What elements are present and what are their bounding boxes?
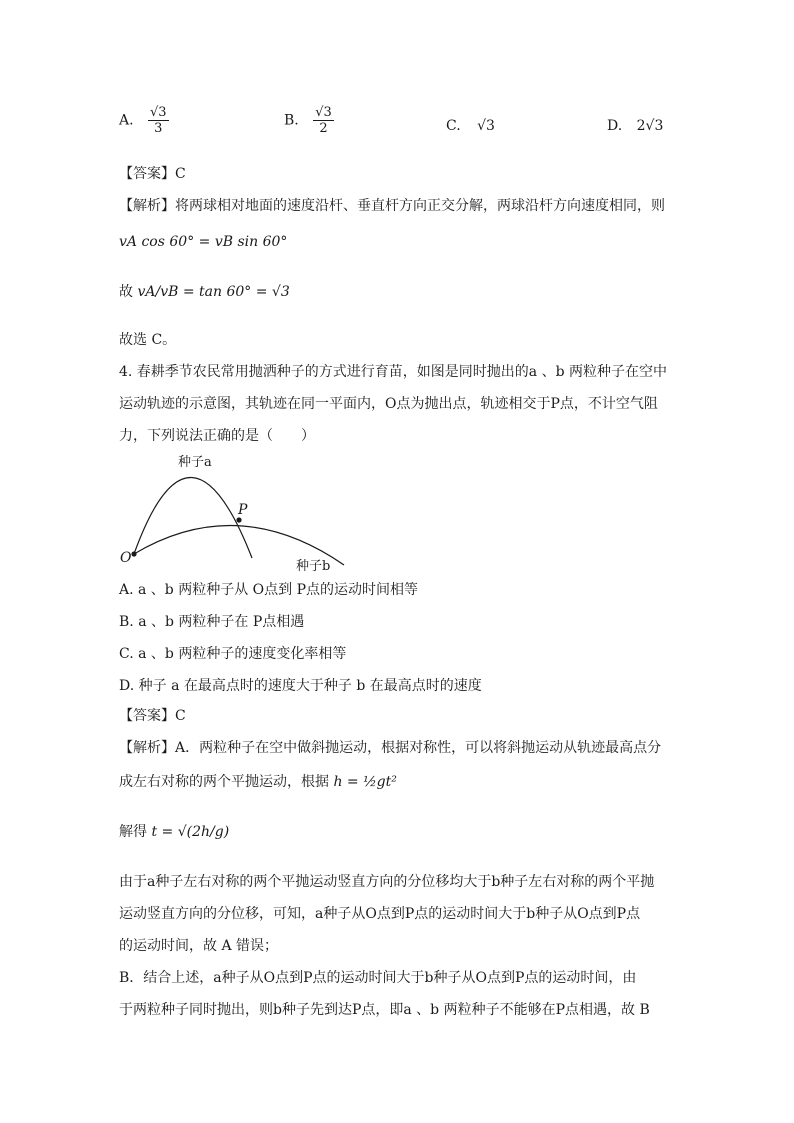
analysis-line — [119, 968, 636, 988]
option-value: 2√3 — [636, 118, 664, 134]
analysis-line — [119, 822, 229, 842]
option-text: C. a 、b 两粒种子的速度变化率相等 — [119, 646, 347, 662]
trajectory-figure — [118, 452, 358, 572]
analysis-line — [119, 1000, 650, 1020]
analysis-text: B．结合上述，a种子从O点到P点的运动时间大于b种子从O点到P点的运动时间，由 — [119, 970, 637, 986]
answer-tag: 【答案】 — [119, 708, 175, 724]
option-letter: B. — [284, 112, 299, 129]
analysis-text: 解得 — [119, 824, 147, 840]
analysis-text: 于两粒种子同时抛出，则b种子先到达P点，即a 、b 两粒种子不能够在P点相遇，故 B — [119, 1002, 650, 1018]
fraction — [148, 105, 169, 136]
answer-line — [119, 164, 186, 184]
option-text: D. 种子 a 在最高点时的速度大于种子 b 在最高点时的速度 — [119, 678, 482, 694]
option-value: √3 — [477, 118, 495, 134]
equation-prefix: 故 — [119, 284, 133, 300]
label-seed-b: 种子b — [296, 559, 331, 572]
analysis-line — [119, 196, 665, 216]
analysis-text: A．两粒种子在空中做斜抛运动，根据对称性，可以将斜抛运动从轨迹最高点分 — [175, 740, 662, 756]
option-letter: C. — [446, 118, 461, 134]
numerator: √3 — [315, 105, 332, 120]
point-o — [131, 551, 136, 556]
option-letter: D. — [607, 118, 623, 134]
option-a — [119, 105, 171, 136]
option-line — [119, 580, 418, 600]
denominator: 2 — [319, 121, 328, 136]
option-text: B. a 、b 两粒种子在 P点相遇 — [119, 614, 305, 630]
point-p — [236, 517, 241, 522]
question-line — [119, 394, 658, 414]
fraction — [313, 105, 334, 136]
analysis-line — [119, 772, 397, 792]
analysis-text: 将两球相对地面的速度沿杆、垂直杆方向正交分解，两球沿杆方向速度相同，则 — [175, 198, 665, 214]
question-text: 力，下列说法正确的是（ ） — [119, 428, 315, 444]
label-seed-a: 种子a — [178, 455, 212, 470]
equation: vA cos 60° = vB sin 60° — [119, 234, 288, 250]
equation-line — [119, 282, 290, 302]
analysis-line — [119, 904, 640, 924]
equation: t = √(2h/g) — [151, 824, 230, 840]
analysis-line — [119, 872, 654, 892]
label-o: O — [120, 550, 132, 566]
option-line — [119, 676, 482, 696]
answer-value: C — [175, 708, 186, 724]
question-line — [119, 362, 667, 382]
answer-value: C — [175, 166, 186, 182]
conclusion-line — [119, 330, 176, 350]
equation: h = ½gt² — [333, 774, 397, 790]
answer-tag: 【答案】 — [119, 166, 175, 182]
equation-line — [119, 232, 287, 252]
label-p: P — [238, 502, 248, 518]
analysis-text: 运动竖直方向的分位移，可知，a种子从O点到P点的运动时间大于b种子从O点到P点 — [119, 906, 641, 922]
option-c — [446, 118, 495, 134]
analysis-text: 成左右对称的两个平抛运动，根据 — [119, 774, 329, 790]
denominator: 3 — [154, 121, 163, 136]
question-text: 运动轨迹的示意图，其轨迹在同一平面内，O点为抛出点，轨迹相交于P点，不计空气阻 — [119, 396, 658, 412]
analysis-text: 由于a种子左右对称的两个平抛运动竖直方向的分位移均大于b种子左右对称的两个平抛 — [119, 874, 655, 890]
option-d — [607, 118, 663, 134]
answer-line — [119, 706, 186, 726]
analysis-tag: 【解析】 — [119, 740, 175, 756]
conclusion-text: 故选 C。 — [119, 332, 177, 348]
trajectory-a — [134, 477, 252, 558]
option-line — [119, 612, 304, 632]
equation: vA/vB = tan 60° = √3 — [137, 284, 290, 300]
analysis-line — [119, 738, 661, 758]
option-text: A. a 、b 两粒种子从 O点到 P点的运动时间相等 — [119, 582, 419, 598]
analysis-line — [119, 936, 278, 956]
option-line — [119, 644, 346, 664]
option-letter: A. — [119, 112, 134, 129]
question-line — [119, 426, 315, 446]
numerator: √3 — [150, 105, 167, 120]
question-text: 4. 春耕季节农民常用抛洒种子的方式进行育苗，如图是同时抛出的a 、b 两粒种子在空中 — [119, 364, 668, 380]
analysis-tag: 【解析】 — [119, 198, 175, 214]
analysis-text: 的运动时间，故 A 错误； — [119, 938, 279, 954]
option-b — [284, 105, 336, 136]
